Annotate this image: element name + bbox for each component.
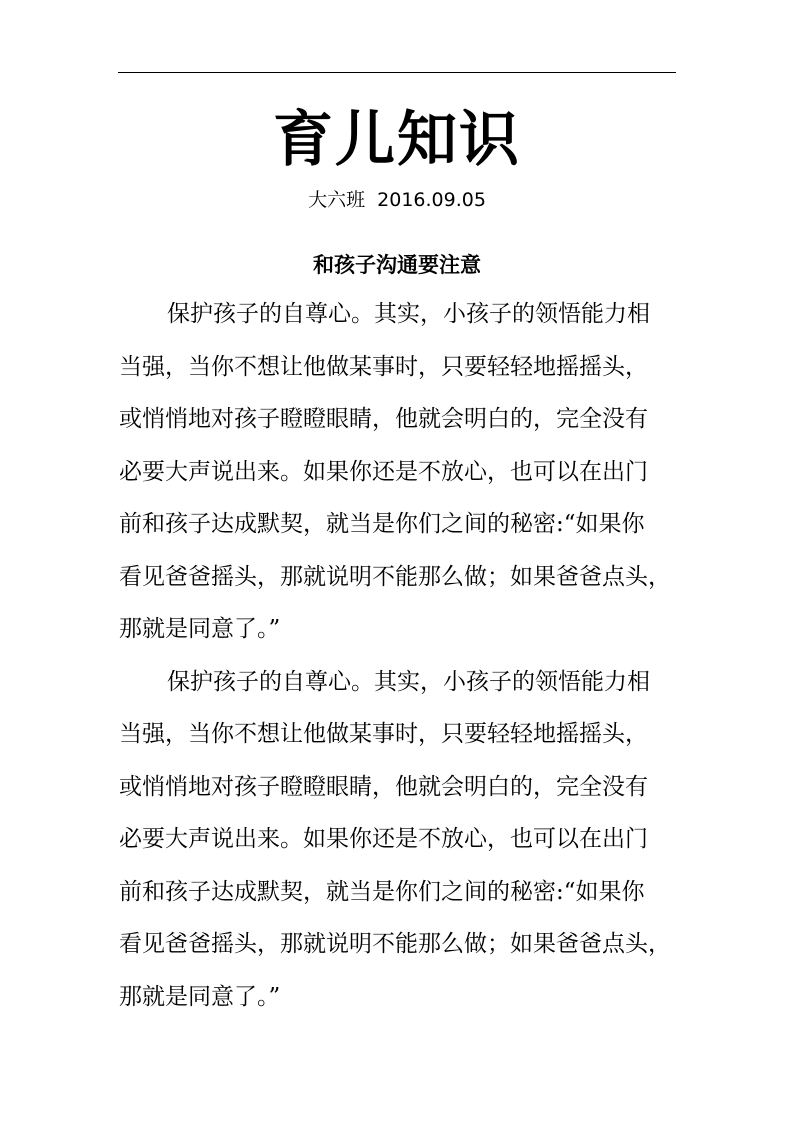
paragraph-line: 保护孩子的自尊心。其实，小孩子的领悟能力相: [167, 301, 650, 327]
paragraph-line: 或悄悄地对孩子瞪瞪眼睛，他就会明白的，完全没有: [119, 773, 648, 800]
header-rule: [118, 72, 676, 73]
paragraph-line: 或悄悄地对孩子瞪瞪眼睛，他就会明白的，完全没有: [119, 406, 648, 432]
paragraph-line: 前和孩子达成默契，就当是你们之间的秘密:“如果你: [119, 511, 645, 537]
section-heading: 和孩子沟通要注意: [313, 252, 481, 277]
paragraph-line: 那就是同意了。”: [119, 616, 281, 642]
paragraph-1: [119, 296, 679, 664]
paragraph-line: 当强，当你不想让他做某事时，只要轻轻地摇摇头，: [119, 721, 648, 747]
paragraph-line: 看见爸爸摇头，那就说明不能那么做；如果爸爸点头，: [119, 931, 671, 957]
paragraph-line: 必要大声说出来。如果你还是不放心，也可以在出门: [119, 458, 648, 485]
paragraph-line: 保护孩子的自尊心。其实，小孩子的领悟能力相: [167, 668, 650, 695]
paragraph-2: [119, 664, 679, 1032]
paragraph-line: 那就是同意了。”: [119, 983, 281, 1010]
document-title: 育儿知识: [273, 105, 521, 175]
paragraph-line: 看见爸爸摇头，那就说明不能那么做；如果爸爸点头，: [119, 563, 671, 590]
paragraph-line: 前和孩子达成默契，就当是你们之间的秘密:“如果你: [119, 878, 645, 905]
body-text: [119, 296, 679, 1031]
class-and-date: 大六班 2016.09.05: [308, 189, 486, 211]
paragraph-line: 当强，当你不想让他做某事时，只要轻轻地摇摇头，: [119, 353, 648, 380]
paragraph-line: 必要大声说出来。如果你还是不放心，也可以在出门: [119, 826, 648, 852]
